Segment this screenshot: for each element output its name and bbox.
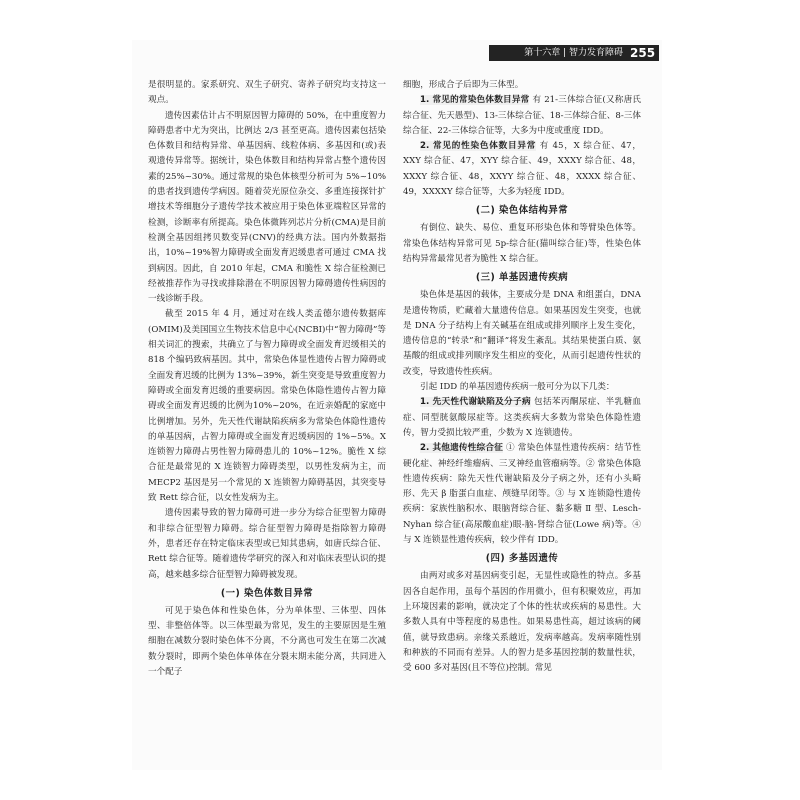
paragraph: 引起 IDD 的单基因遗传疾病一般可分为以下几类： [420,382,615,393]
section-heading: (一) 染色体数目异常 [220,587,314,599]
paragraph: 是很明显的。家系研究、双生子研究、寄养子研究均支持这一观点。 [148,80,386,106]
paragraph: 细胞，形成合子后即为三体型。 [403,80,524,90]
left-column [148,78,386,680]
numbered-item [403,93,641,139]
paragraph: 有倒位、缺失、易位、重复环形染色体和等臂染色体等。常染色体结构异常可见 5p-综合征(猫叫综合征)等，性染色体结构异常最常见者为脆性 X 综合征。 [403,223,641,264]
item-body: 有 21-三体综合征(又称唐氏综合征、先天愚型)、13-三体综合征、18-三体综合征、8-三体综合征、22-三体综合征等，大多为中度或重度 IDD。 [403,95,641,136]
item-title: 2. 常见的性染色体数目异常 [420,141,537,152]
item-title: 1. 常见的常染色体数目异常 [420,95,530,106]
numbered-item [403,139,641,200]
paragraph: 遗传因素估计占不明原因智力障碍的 50%，在中重度智力障碍患者中尤为突出，比例达 2/3 甚至更高。遗传因素包括染色体数目和结构异常、单基因病、线粒体病、多基因和(或)表观遗传异常等。据统计，染色体数目和结构异常占整个遗传因素的25%~30%。通过常规的染色体核型分析可为 5%~10%的患者找到遗传学病因。随着荧光原位杂交、多重连接探针扩增技术等细胞分子遗传学技术被应用于染色体亚端粒区异常的检测，诊断率有所提高。染色体微阵列芯片分析(CMA)是目前检测全基因组拷贝数变异(CNV)的经典方法。国内外数据指出，10%~19%智力障碍或全面发育迟缓患者可通过 CMA 找到病因。因此，自 2010 年起，CMA 和脆性 X 综合征检测已经被推荐作为寻找或排除潜在不明原因智力障碍遗传性病因的一线诊断手段。 [148,110,386,305]
section-heading: (三) 单基因遗传疾病 [475,272,569,284]
paragraph: 遗传因素导致的智力障碍可进一步分为综合征型智力障碍和非综合征型智力障碍。综合征型智力障碍是指除智力障碍外，患者还存在特定临床表型或已知其患病，如唐氏综合征、Rett 综合征等。随着遗传学研究的深入和对临床表型认识的提高，越来越多综合征型智力障碍被发现。 [148,508,386,580]
paragraph: 可见于染色体和性染色体，分为单体型、三体型、四体型、非整倍体等。以三体型最为常见，发生的主要原因是生殖细胞在减数分裂时染色体不分离，不分离也可发生在第二次减数分裂时，即两个染色体单体在分裂末期未能分离，共同进入一个配子 [148,605,386,677]
section-heading: (二) 染色体结构异常 [475,205,569,217]
page-number: 255 [630,46,656,60]
item-title: 2. 其他遗传性综合征 [420,443,504,454]
item-body: 包括苯丙酮尿症、半乳糖血症、同型胱氨酸尿症等。这类疾病大多数为常染色体隐性遗传，智力受损比较严重，少数为 X 连锁遗传。 [403,397,641,438]
paragraph: 截至 2015 年 4 月，通过对在线人类孟德尔遗传数据库(OMIM)及美国国立生物技术信息中心(NCBI)中“智力障碍”等相关词汇的搜索，共确立了与智力障碍或全面发育迟缓相关的 818 个编码致病基因。其中，常染色体显性遗传占智力障碍或全面发育迟缓的比例为 13%~39%，新生突变是导致重度智力障碍或全面发育迟缓的重要病因。常染色体隐性遗传占智力障碍或全面发育迟缓的比例为10%~20%，在近亲婚配的家庭中比例增加。另外，先天性代谢缺陷疾病多为常染色体隐性遗传的单基因病，占智力障碍或全面发育迟缓病因的 1%~5%。X 连锁智力障碍占男性智力障碍患儿的 10%~12%。脆性 X 综合征是最常见的 X 连锁智力障碍类型，以男性发病为主，而 MECP2 基因是另一个常见的 X 连锁智力障碍基因，其突变导致 Rett 综合征，以女性发病为主。 [148,309,386,504]
right-column [403,78,641,676]
numbered-item [403,395,641,441]
item-body: 有 45，X 综合征、47，XXY 综合征、47，XYY 综合征、49，XXXY 综合征、48，XXXY 综合征、48，XXYY 综合征、48，XXXX 综合征、49，XXXXY 综合征等，大多为轻度 IDD。 [403,141,641,198]
section-heading: (四) 多基因遗传 [485,553,559,565]
numbered-item [403,441,641,548]
paragraph: 由两对或多对基因病变引起，无显性或隐性的特点。多基因各自起作用，虽每个基因的作用微小，但有积聚效应，再加上环境因素的影响，就决定了个体的性状或疾病的易患性。大多数人具有中等程度的易患性。如果易患性高，超过该病的阈值，就导致患病。亲缘关系越近，发病率越高。发病率随性别和种族的不同而有差异。人的智力是多基因控制的数量性状，受 600 多对基因(且不等位)控制。常见 [403,571,641,674]
item-body: ① 常染色体显性遗传疾病：结节性硬化症、神经纤维瘤病、三叉神经血管瘤病等。② 常染色体隐性遗传疾病：除先天性代谢缺陷及分子病之外，还有小头畸形、先天 β 脂蛋白血症、颅缝早闭等。③ 与 X 连锁隐性遗传疾病：家族性脑积水、眼脑肾综合征、黏多糖 Ⅱ 型、Lesch-Nyhan 综合征(高尿酸血症)眼-脑-肾综合征(Lowe 病)等。④ 与 X 连锁显性遗传疾病，较少伴有 IDD。 [403,443,641,546]
item-title: 1. 先天性代谢缺陷及分子病 [420,397,531,408]
running-header-chapter: 第十六章 | 智力发育障碍 [524,48,623,58]
paragraph: 染色体是基因的载体，主要成分是 DNA 和组蛋白，DNA 是遗传物质，贮藏着大量遗传信息。如果基因发生突变，也就是 DNA 分子结构上有关碱基在组成或排列顺序上发生变化，遗传信息的“转录”和“翻译”将发生紊乱。其结果使蛋白质、氨基酸的组成或排列顺序发生相应的变化，从而引起遗传性状的改变，导致遗传性疾病。 [403,290,641,377]
